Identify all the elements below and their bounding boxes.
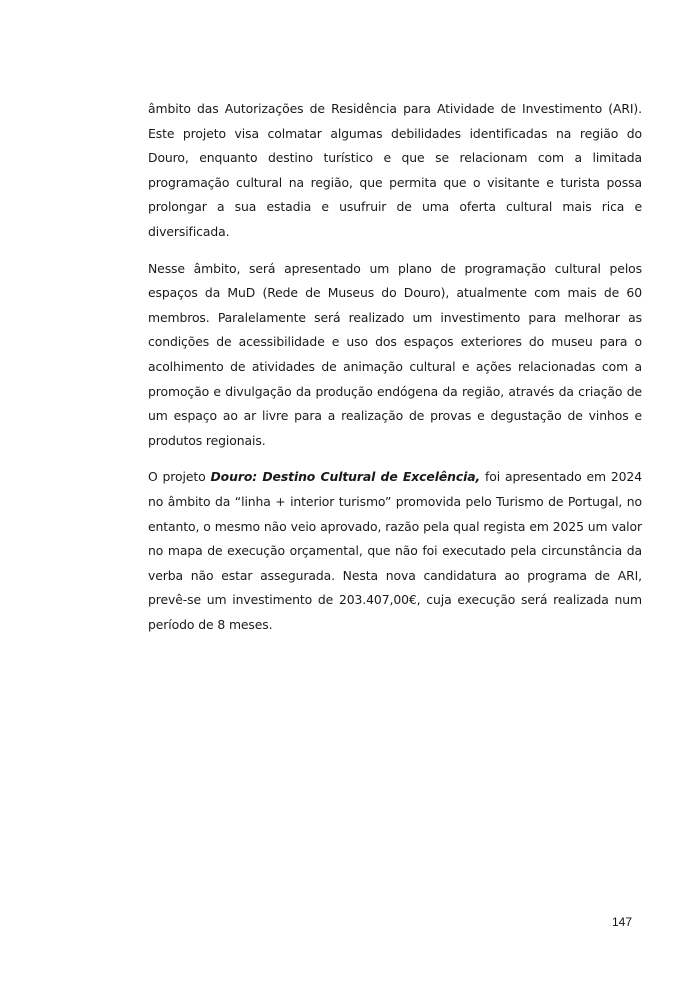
body-text	[148, 97, 642, 649]
paragraph-cultural-program: Nesse âmbito, será apresentado um plano de programação cultural pelos espaços da MuD (Rede de Museus do Douro), atualmente com mais de 60 membros. Paralelamente será realizado um investimento para melhorar as condições de acessibilidade e uso dos espaços exteriores do museu para o acolhimento de atividades de animação cultural e ações relacionadas com a promoção e divulgação da produção endógena da região, através da criação de um espaço ao ar livre para a realização de provas e degustação de vinhos e produtos regionais.	[148, 260, 642, 448]
paragraph-suffix: foi apresentado em 2024 no âmbito da “linha + interior turismo” promovida pelo Turismo de Portugal, no entanto, o mesmo não veio aprovado, razão pela qual regista em 2025 um valor no mapa de execução orçamental, que não foi executado pela circunstância da verba não estar assegurada. Nesta nova candidatura ao programa de ARI, prevê-se um investimento de 203.407,00€, cuja execução será realizada num período de 8 meses.	[148, 469, 642, 632]
paragraph-project-funding	[148, 465, 642, 637]
page-number: 147	[612, 915, 633, 929]
project-title: Douro: Destino Cultural de Excelência,	[210, 469, 481, 485]
paragraph-ari-continuation: âmbito das Autorizações de Residência para Atividade de Investimento (ARI). Este projeto visa colmatar algumas debilidades identificadas na região do Douro, enquanto destino turístico e que se relacionam com a limitada programação cultural na região, que permita que o visitante e turista possa prolongar a sua estadia e usufruir de uma oferta cultural mais rica e diversificada.	[148, 101, 642, 239]
paragraph-prefix: O projeto	[148, 469, 211, 485]
